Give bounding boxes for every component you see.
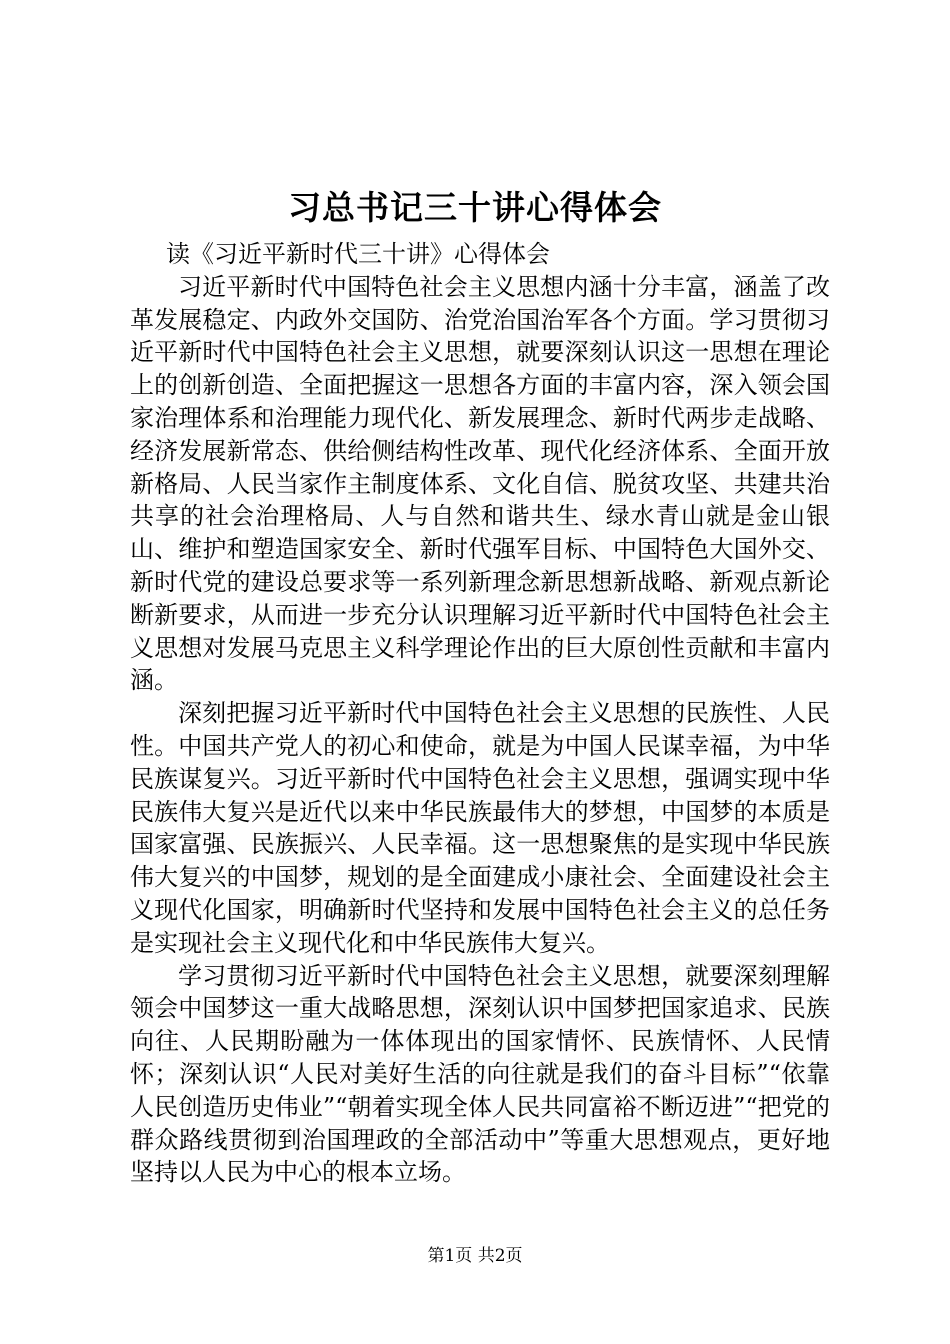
paragraph-3: 学习贯彻习近平新时代中国特色社会主义思想，就要深刻理解领会中国梦这一重大战略思想，深刻认识中国梦把国家追求、民族向往、人民期盼融为一体体现出的国家情怀、民族情怀、人民情怀；深刻认识“人民对美好生活的向往就是我们的奋斗目标”“依靠人民创造历史伟业”“朝着实现全体人民共同富裕不断迈进”“把党的群众路线贯彻到治国理政的全部活动中”等重大思想观点，更好地坚持以人民为中心的根本立场。	[130, 961, 830, 1187]
paragraph-1: 习近平新时代中国特色社会主义思想内涵十分丰富，涵盖了改革发展稳定、内政外交国防、治党治国治军各个方面。学习贯彻习近平新时代中国特色社会主义思想，就要深刻认识这一思想在理论上的创新创造、全面把握这一思想各方面的丰富内容，深入领会国家治理体系和治理能力现代化、新发展理念、新时代两步走战略、经济发展新常态、供给侧结构性改革、现代化经济体系、全面开放新格局、人民当家作主制度体系、文化自信、脱贫攻坚、共建共治共享的社会治理格局、人与自然和谐共生、绿水青山就是金山银山、维护和塑造国家安全、新时代强军目标、中国特色大国外交、新时代党的建设总要求等一系列新理念新思想新战略、新观点新论断新要求，从而进一步充分认识理解习近平新时代中国特色社会主义思想对发展马克思主义科学理论作出的巨大原创性贡献和丰富内涵。	[130, 272, 830, 695]
paragraph-2: 深刻把握习近平新时代中国特色社会主义思想的民族性、人民性。中国共产党人的初心和使命，就是为中国人民谋幸福，为中华民族谋复兴。习近平新时代中国特色社会主义思想，强调实现中华民族伟大复兴是近代以来中华民族最伟大的梦想，中国梦的本质是国家富强、民族振兴、人民幸福。这一思想聚焦的是实现中华民族伟大复兴的中国梦，规划的是全面建成小康社会、全面建设社会主义现代化国家，明确新时代坚持和发展中国特色社会主义的总任务是实现社会主义现代化和中华民族伟大复兴。	[130, 699, 830, 957]
document-subtitle: 读《习近平新时代三十讲》心得体会	[166, 240, 550, 268]
document-title: 习总书记三十讲心得体会	[288, 188, 662, 227]
document-body	[130, 238, 830, 1189]
page-number-footer: 第1页 共2页	[427, 1246, 523, 1266]
